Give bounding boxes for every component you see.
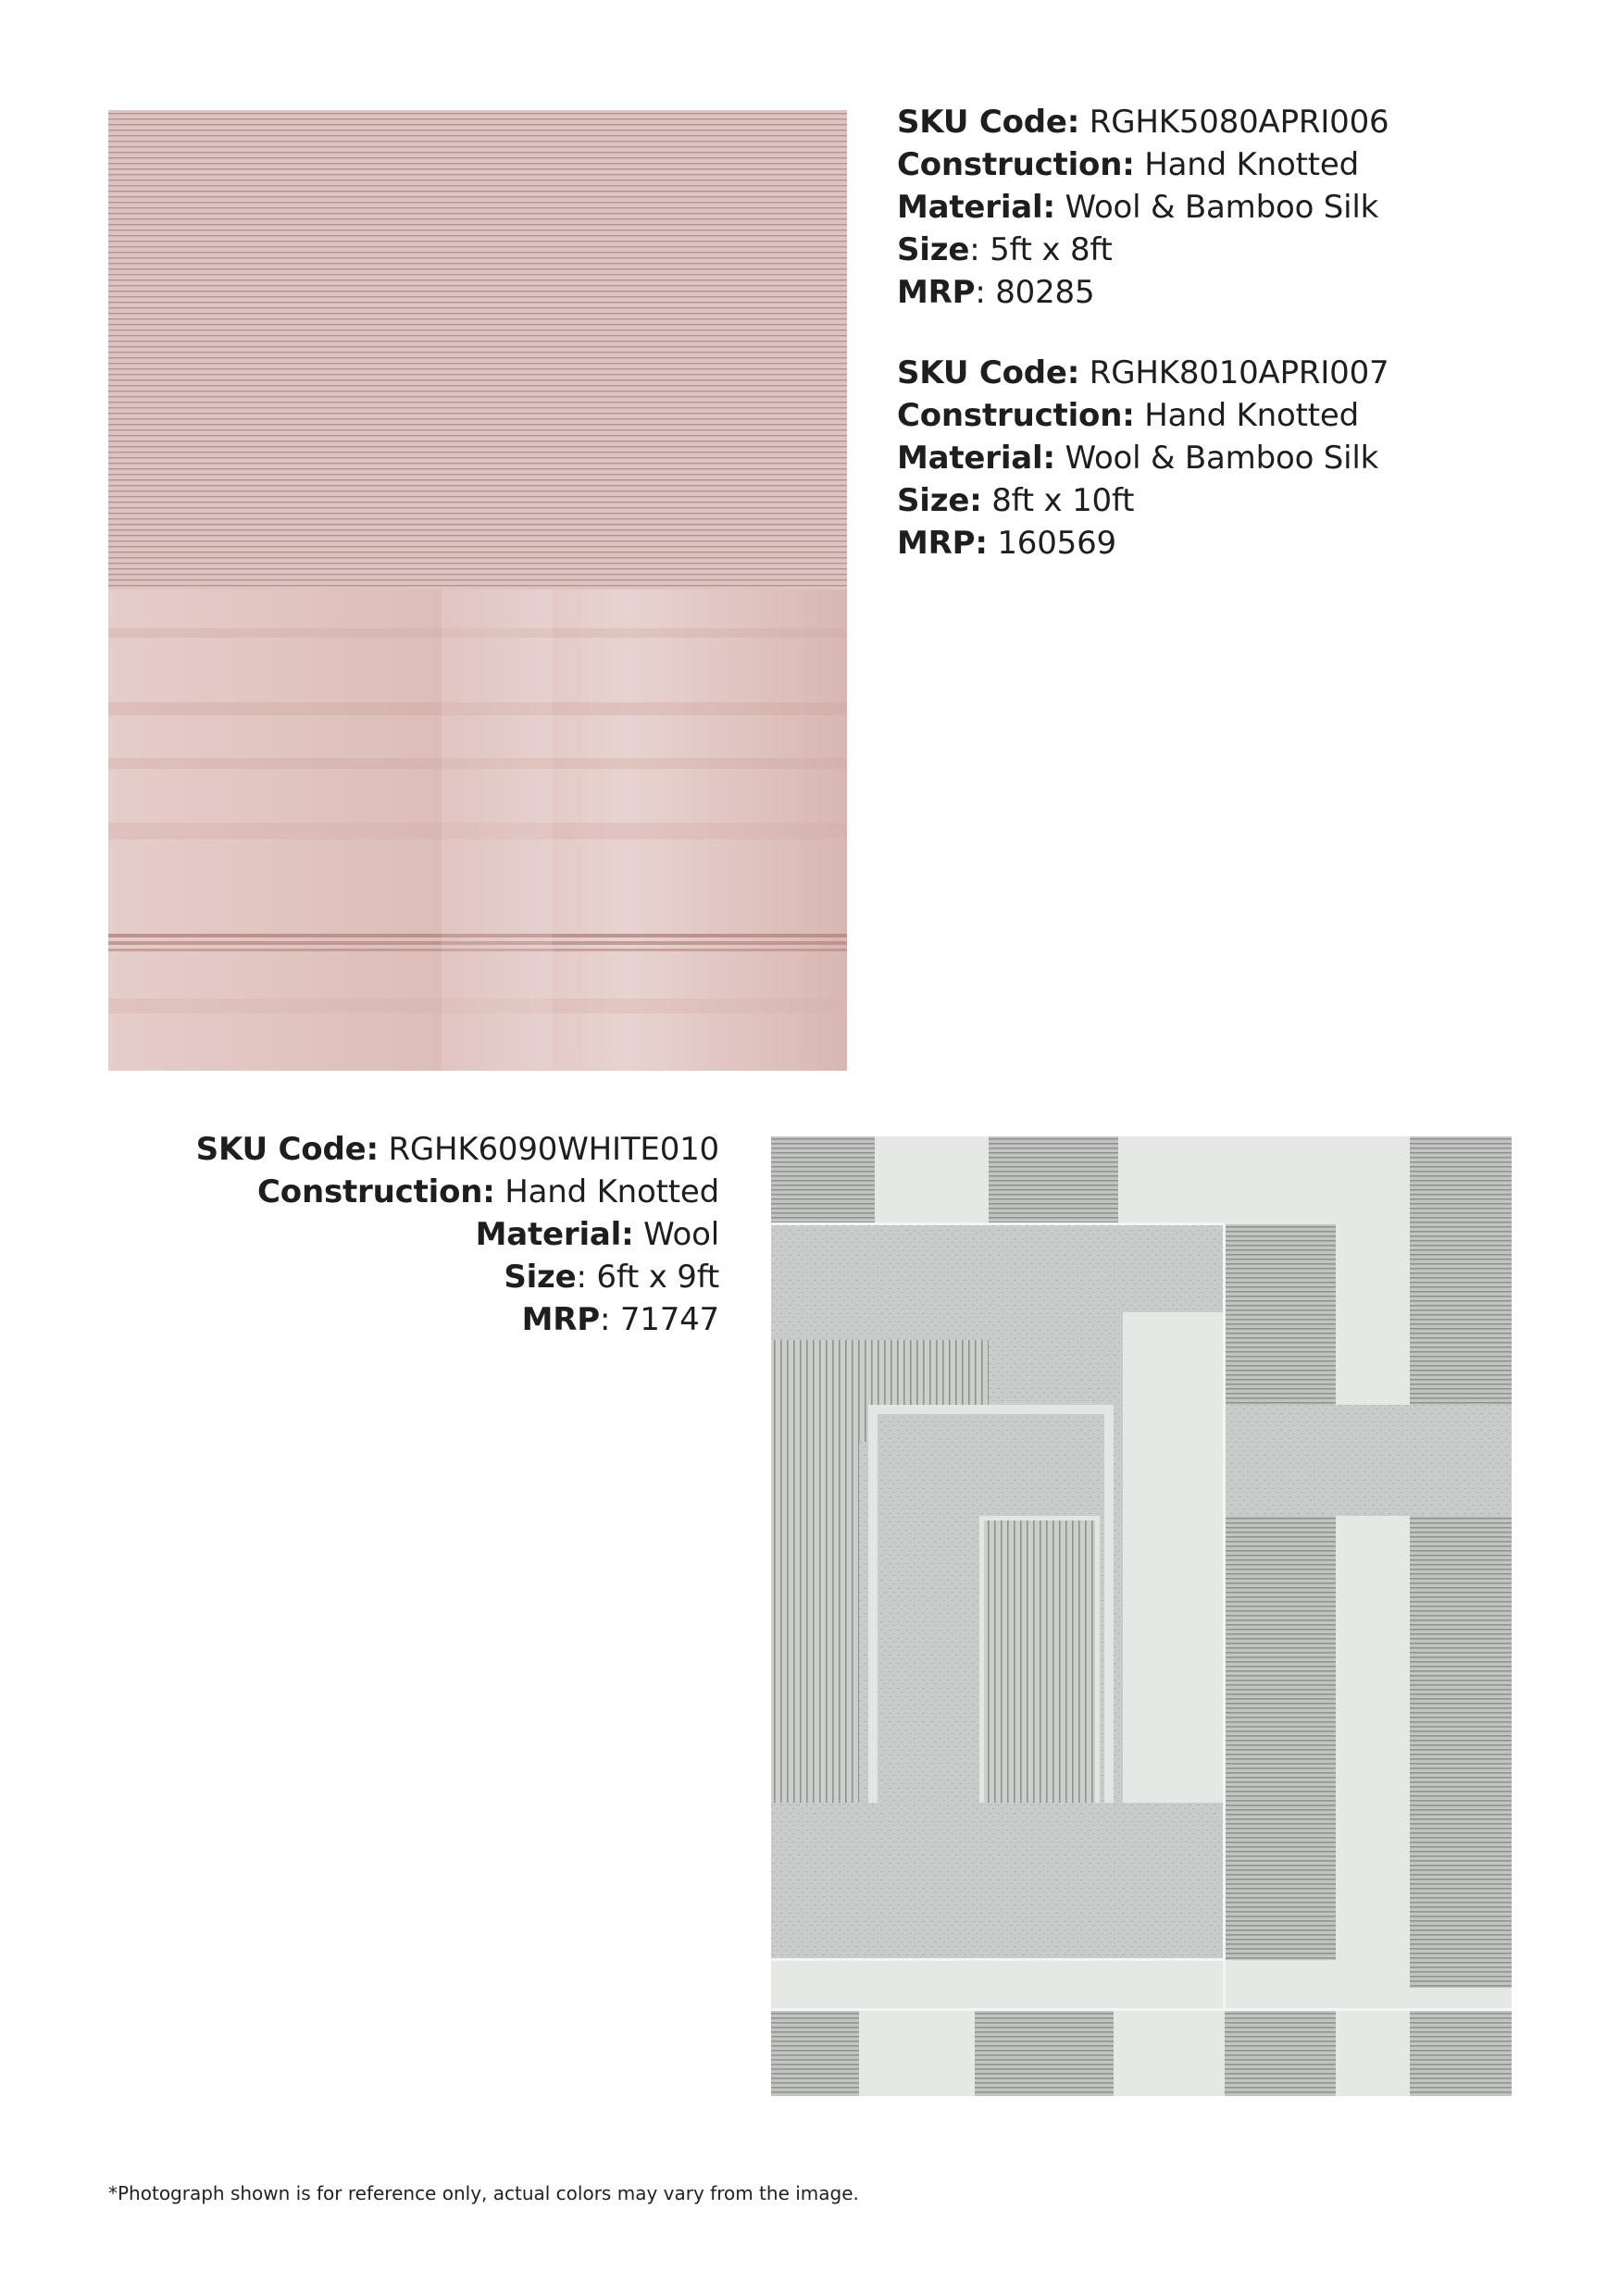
size-separator: : bbox=[969, 231, 990, 268]
sku-row bbox=[196, 1128, 719, 1171]
sku-value: RGHK6090WHITE010 bbox=[388, 1131, 719, 1168]
mrp-value: 71747 bbox=[619, 1301, 719, 1338]
size-label: Size: bbox=[897, 482, 982, 519]
material-label: Material: bbox=[897, 440, 1055, 477]
mrp-label: MRP bbox=[521, 1301, 600, 1338]
construction-row bbox=[196, 1171, 719, 1213]
size-label: Size bbox=[897, 231, 970, 268]
sku-label: SKU Code: bbox=[195, 1131, 379, 1168]
rug-image-white bbox=[771, 1136, 1512, 2096]
mrp-label: MRP bbox=[897, 274, 976, 311]
sku-row bbox=[897, 352, 1389, 394]
sku-value: RGHK5080APRI006 bbox=[1089, 104, 1389, 141]
size-label: Size bbox=[504, 1259, 577, 1296]
sku-row bbox=[897, 101, 1389, 143]
rug-image-apricot bbox=[108, 110, 847, 1071]
mrp-value: 80285 bbox=[995, 274, 1095, 311]
rug-apricot-graphic bbox=[108, 110, 847, 1071]
size-separator: : bbox=[576, 1259, 597, 1296]
product-specs-2 bbox=[897, 352, 1389, 565]
size-row bbox=[196, 1256, 719, 1298]
material-row bbox=[897, 186, 1389, 229]
product-specs-1 bbox=[897, 101, 1389, 314]
material-row bbox=[897, 437, 1389, 479]
size-row bbox=[897, 229, 1389, 271]
mrp-label: MRP: bbox=[897, 525, 988, 562]
size-row bbox=[897, 479, 1389, 522]
construction-value: Hand Knotted bbox=[1144, 146, 1359, 183]
mrp-separator: : bbox=[975, 274, 996, 311]
size-value: 6ft x 9ft bbox=[596, 1259, 719, 1296]
mrp-separator: : bbox=[599, 1301, 620, 1338]
construction-row bbox=[897, 143, 1389, 186]
product-specs-3 bbox=[196, 1128, 719, 1341]
sku-label: SKU Code: bbox=[897, 354, 1080, 391]
mrp-separator bbox=[988, 525, 998, 562]
mrp-row bbox=[897, 271, 1389, 314]
construction-value: Hand Knotted bbox=[1144, 397, 1359, 434]
material-value: Wool & Bamboo Silk bbox=[1065, 189, 1379, 226]
mrp-row bbox=[196, 1298, 719, 1341]
construction-row bbox=[897, 394, 1389, 437]
material-row bbox=[196, 1213, 719, 1256]
sku-value: RGHK8010APRI007 bbox=[1089, 354, 1389, 391]
construction-label: Construction: bbox=[257, 1173, 495, 1210]
material-label: Material: bbox=[475, 1216, 634, 1253]
rug-white-graphic bbox=[771, 1136, 1512, 2096]
size-value: 5ft x 8ft bbox=[990, 231, 1113, 268]
material-value: Wool bbox=[643, 1216, 719, 1253]
material-value: Wool & Bamboo Silk bbox=[1065, 440, 1379, 477]
sku-label: SKU Code: bbox=[897, 104, 1080, 141]
construction-label: Construction: bbox=[897, 397, 1135, 434]
size-value: 8ft x 10ft bbox=[991, 482, 1135, 519]
mrp-row bbox=[897, 522, 1389, 565]
mrp-value: 160569 bbox=[997, 525, 1116, 562]
size-separator bbox=[982, 482, 992, 519]
photo-disclaimer: *Photograph shown is for reference only, actual colors may vary from the image. bbox=[108, 2182, 859, 2204]
material-label: Material: bbox=[897, 189, 1055, 226]
construction-value: Hand Knotted bbox=[504, 1173, 719, 1210]
construction-label: Construction: bbox=[897, 146, 1135, 183]
